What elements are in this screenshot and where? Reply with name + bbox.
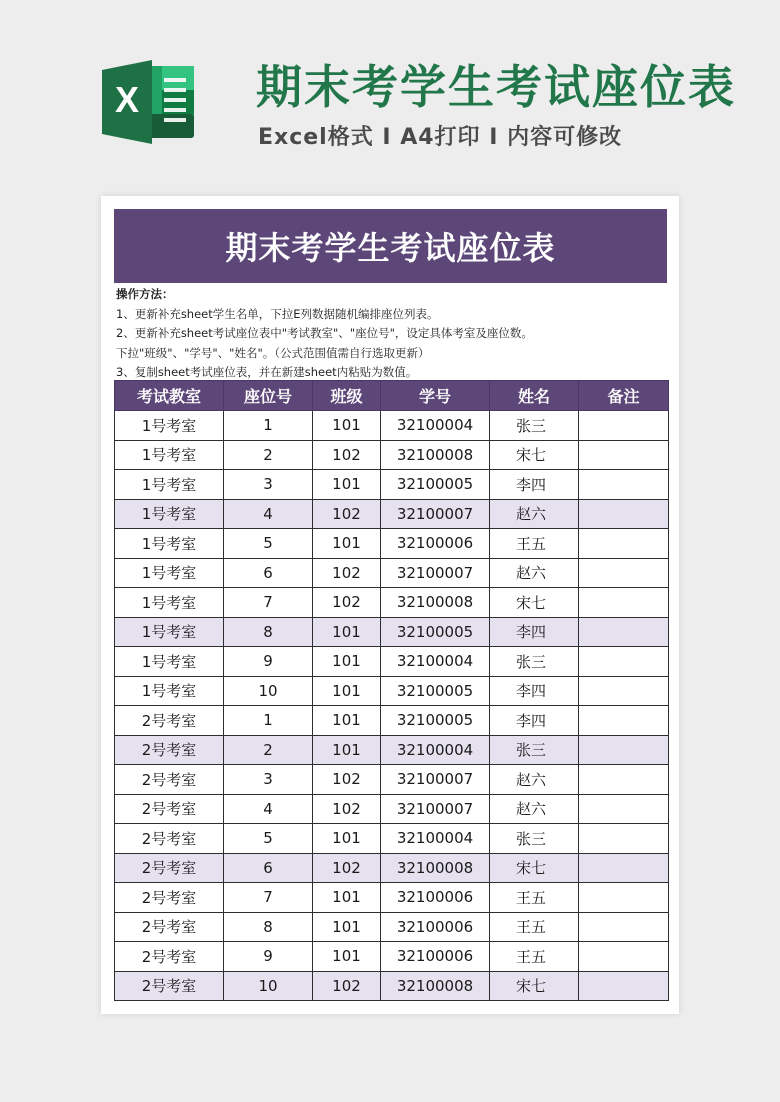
remarks-cell — [579, 411, 669, 441]
table-header-row — [115, 381, 669, 411]
seat-number-cell: 7 — [224, 588, 313, 618]
seat-number-cell: 1 — [224, 411, 313, 441]
name-cell: 张三 — [490, 647, 579, 677]
remarks-cell — [579, 971, 669, 1001]
name-cell: 赵六 — [490, 499, 579, 529]
student-id-cell: 32100004 — [381, 735, 490, 765]
seat-number-cell: 6 — [224, 558, 313, 588]
seat-number-cell: 7 — [224, 883, 313, 913]
name-cell: 赵六 — [490, 765, 579, 795]
exam-room-cell: 1号考室 — [115, 617, 224, 647]
seat-number-cell: 10 — [224, 676, 313, 706]
student-id-cell: 32100006 — [381, 942, 490, 972]
exam-room-cell: 2号考室 — [115, 971, 224, 1001]
class-cell: 102 — [313, 853, 381, 883]
student-id-cell: 32100005 — [381, 706, 490, 736]
table-row — [115, 647, 669, 677]
seat-number-cell: 8 — [224, 617, 313, 647]
remarks-cell — [579, 470, 669, 500]
table-row — [115, 470, 669, 500]
class-cell: 101 — [313, 942, 381, 972]
table-row — [115, 440, 669, 470]
remarks-cell — [579, 942, 669, 972]
seating-table — [114, 380, 669, 1001]
exam-room-cell: 1号考室 — [115, 647, 224, 677]
exam-room-cell: 1号考室 — [115, 440, 224, 470]
table-row — [115, 617, 669, 647]
table-row — [115, 735, 669, 765]
table-row — [115, 529, 669, 559]
instruction-line: 2、更新补充sheet考试座位表中"考试教室"、"座位号"，设定具体考室及座位数。 — [116, 326, 533, 340]
class-cell: 101 — [313, 676, 381, 706]
student-id-cell: 32100008 — [381, 588, 490, 618]
remarks-cell — [579, 853, 669, 883]
column-header-seat-number: 座位号 — [224, 381, 313, 411]
exam-room-cell: 2号考室 — [115, 765, 224, 795]
name-cell: 王五 — [490, 883, 579, 913]
name-cell: 王五 — [490, 912, 579, 942]
remarks-cell — [579, 617, 669, 647]
exam-room-cell: 2号考室 — [115, 824, 224, 854]
column-header-name: 姓名 — [490, 381, 579, 411]
name-cell: 李四 — [490, 676, 579, 706]
remarks-cell — [579, 529, 669, 559]
name-cell: 宋七 — [490, 440, 579, 470]
class-cell: 101 — [313, 529, 381, 559]
excel-logo-icon — [100, 54, 200, 150]
table-body — [115, 411, 669, 1001]
class-cell: 101 — [313, 470, 381, 500]
class-cell: 102 — [313, 794, 381, 824]
seat-number-cell: 9 — [224, 942, 313, 972]
remarks-cell — [579, 440, 669, 470]
remarks-cell — [579, 676, 669, 706]
instruction-line: 1、更新补充sheet学生名单，下拉E列数据随机编排座位列表。 — [116, 306, 439, 321]
name-cell: 李四 — [490, 470, 579, 500]
name-cell: 赵六 — [490, 794, 579, 824]
student-id-cell: 32100007 — [381, 558, 490, 588]
student-id-cell: 32100007 — [381, 499, 490, 529]
table-row — [115, 794, 669, 824]
student-id-cell: 32100008 — [381, 971, 490, 1001]
instruction-line: 3、复制sheet考试座位表，并在新建sheet内粘贴为数值。 — [116, 365, 418, 379]
remarks-cell — [579, 647, 669, 677]
student-id-cell: 32100004 — [381, 411, 490, 441]
student-id-cell: 32100005 — [381, 676, 490, 706]
seat-number-cell: 6 — [224, 853, 313, 883]
exam-room-cell: 2号考室 — [115, 706, 224, 736]
table-row — [115, 883, 669, 913]
seat-number-cell: 5 — [224, 529, 313, 559]
remarks-cell — [579, 499, 669, 529]
remarks-cell — [579, 588, 669, 618]
exam-room-cell: 1号考室 — [115, 470, 224, 500]
table-row — [115, 824, 669, 854]
seat-number-cell: 4 — [224, 794, 313, 824]
seat-number-cell: 2 — [224, 440, 313, 470]
page-title: 期末考学生考试座位表 — [256, 60, 736, 114]
student-id-cell: 32100004 — [381, 647, 490, 677]
class-cell: 102 — [313, 499, 381, 529]
student-id-cell: 32100008 — [381, 853, 490, 883]
column-header-student-id: 学号 — [381, 381, 490, 411]
class-cell: 101 — [313, 883, 381, 913]
remarks-cell — [579, 912, 669, 942]
name-cell: 李四 — [490, 617, 579, 647]
exam-room-cell: 2号考室 — [115, 853, 224, 883]
table-row — [115, 411, 669, 441]
sheet-banner-title: 期末考学生考试座位表 — [114, 209, 667, 283]
class-cell: 101 — [313, 824, 381, 854]
remarks-cell — [579, 706, 669, 736]
name-cell: 赵六 — [490, 558, 579, 588]
exam-room-cell: 1号考室 — [115, 411, 224, 441]
column-header-exam-room: 考试教室 — [115, 381, 224, 411]
seat-number-cell: 5 — [224, 824, 313, 854]
instructions-title: 操作方法： — [116, 287, 174, 301]
student-id-cell: 32100006 — [381, 883, 490, 913]
student-id-cell: 32100006 — [381, 529, 490, 559]
remarks-cell — [579, 765, 669, 795]
table-row — [115, 912, 669, 942]
table-row — [115, 971, 669, 1001]
exam-room-cell: 1号考室 — [115, 558, 224, 588]
exam-room-cell: 1号考室 — [115, 529, 224, 559]
seat-number-cell: 10 — [224, 971, 313, 1001]
seat-number-cell: 4 — [224, 499, 313, 529]
instruction-line: 下拉"班级"、"学号"、"姓名"。（公式范围值需自行选取更新） — [116, 345, 430, 360]
name-cell: 王五 — [490, 529, 579, 559]
remarks-cell — [579, 883, 669, 913]
seat-number-cell: 8 — [224, 912, 313, 942]
name-cell: 宋七 — [490, 853, 579, 883]
table-row — [115, 853, 669, 883]
class-cell: 102 — [313, 971, 381, 1001]
remarks-cell — [579, 735, 669, 765]
logo-letter: X — [114, 79, 139, 120]
name-cell: 宋七 — [490, 971, 579, 1001]
table-row — [115, 765, 669, 795]
exam-room-cell: 2号考室 — [115, 735, 224, 765]
name-cell: 张三 — [490, 735, 579, 765]
student-id-cell: 32100007 — [381, 765, 490, 795]
table-row — [115, 558, 669, 588]
student-id-cell: 32100007 — [381, 794, 490, 824]
name-cell: 王五 — [490, 942, 579, 972]
table-row — [115, 942, 669, 972]
seat-number-cell: 1 — [224, 706, 313, 736]
exam-room-cell: 1号考室 — [115, 588, 224, 618]
class-cell: 101 — [313, 912, 381, 942]
class-cell: 101 — [313, 411, 381, 441]
remarks-cell — [579, 824, 669, 854]
exam-room-cell: 2号考室 — [115, 883, 224, 913]
class-cell: 102 — [313, 588, 381, 618]
instructions-block — [116, 285, 666, 381]
table-row — [115, 588, 669, 618]
class-cell: 101 — [313, 706, 381, 736]
name-cell: 宋七 — [490, 588, 579, 618]
remarks-cell — [579, 558, 669, 588]
name-cell: 张三 — [490, 824, 579, 854]
seat-number-cell: 3 — [224, 765, 313, 795]
class-cell: 102 — [313, 558, 381, 588]
student-id-cell: 32100004 — [381, 824, 490, 854]
exam-room-cell: 2号考室 — [115, 942, 224, 972]
seat-number-cell: 2 — [224, 735, 313, 765]
exam-room-cell: 2号考室 — [115, 912, 224, 942]
column-header-class: 班级 — [313, 381, 381, 411]
student-id-cell: 32100005 — [381, 617, 490, 647]
document-sheet — [101, 196, 679, 1014]
seat-number-cell: 9 — [224, 647, 313, 677]
column-header-remarks: 备注 — [579, 381, 669, 411]
table-row — [115, 499, 669, 529]
table-row — [115, 706, 669, 736]
class-cell: 101 — [313, 647, 381, 677]
name-cell: 张三 — [490, 411, 579, 441]
seat-number-cell: 3 — [224, 470, 313, 500]
class-cell: 102 — [313, 765, 381, 795]
class-cell: 101 — [313, 617, 381, 647]
name-cell: 李四 — [490, 706, 579, 736]
student-id-cell: 32100005 — [381, 470, 490, 500]
page-subtitle: Excel格式 I A4打印 I 内容可修改 — [258, 125, 623, 150]
student-id-cell: 32100006 — [381, 912, 490, 942]
remarks-cell — [579, 794, 669, 824]
exam-room-cell: 1号考室 — [115, 499, 224, 529]
exam-room-cell: 2号考室 — [115, 794, 224, 824]
class-cell: 101 — [313, 735, 381, 765]
class-cell: 102 — [313, 440, 381, 470]
student-id-cell: 32100008 — [381, 440, 490, 470]
table-row — [115, 676, 669, 706]
exam-room-cell: 1号考室 — [115, 676, 224, 706]
